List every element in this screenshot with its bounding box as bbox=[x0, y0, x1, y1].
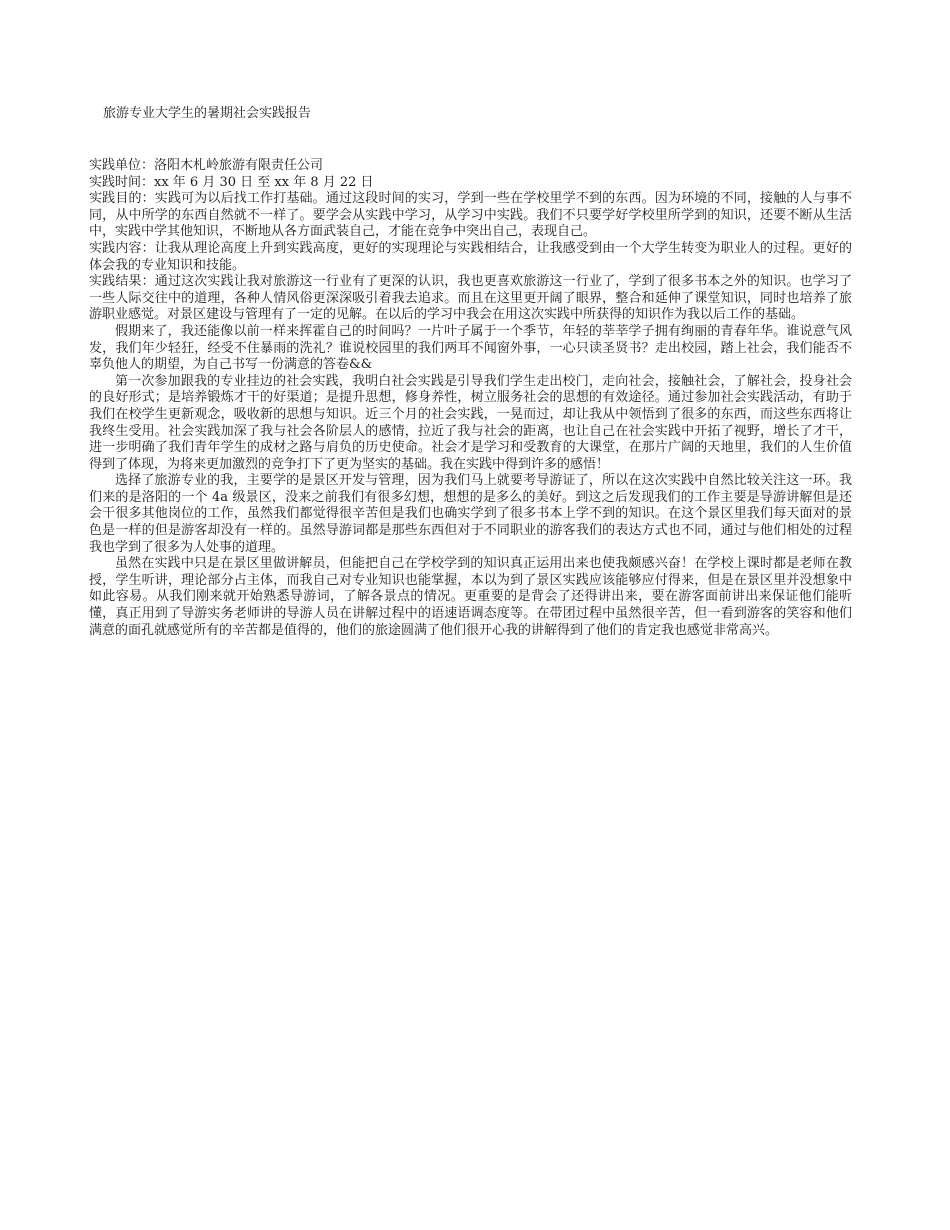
document-body bbox=[89, 106, 852, 639]
practice-unit: 实践单位：洛阳木札岭旅游有限责任公司 bbox=[89, 158, 324, 173]
body-paragraph: 虽然在实践中只是在景区里做讲解员，但能把自己在学校学到的知识真正运用出来也使我颇感兴奋！在学校上课时都是老师在教授，学生听讲，理论部分占主体，而我自己对专业知识也能掌握，本以为到了景区实践应该能够应付得来，但是在景区里并没想象中如此容易。从我们刚来就开始熟悉导游词，了解各景点的情况。更重要的是背会了还得讲出来，要在游客面前讲出来保证他们能听懂，真正用到了导游实务老师讲的导游人员在讲解过程中的语速语调态度等。在带团过程中虽然很辛苦，但一看到游客的笑容和他们满意的面孔就感觉所有的辛苦都是值得的，他们的旅途圆满了他们很开心我的讲解得到了他们的肯定我也感觉非常高兴。 bbox=[89, 556, 852, 638]
practice-result: 实践结果：通过这次实践让我对旅游这一行业有了更深的认识，我也更喜欢旅游这一行业了，学到了很多书本之外的知识。也学习了一些人际交往中的道理，各种人情风俗更深深吸引着我去追求。而且在这里更开阔了眼界，整合和延伸了课堂知识，同时也培养了旅游职业感觉。对景区建设与管理有了一定的见解。在以后的学习中我会在用这次实践中所获得的知识作为我以后工作的基础。 bbox=[89, 274, 852, 323]
body-paragraph: 第一次参加跟我的专业挂边的社会实践，我明白社会实践是引导我们学生走出校门，走向社会，接触社会，了解社会，投身社会的良好形式；是培养锻炼才干的好渠道；是提升思想，修身养性，树立服务社会的思想的有效途径。通过参加社会实践活动，有助于我们在校学生更新观念，吸收新的思想与知识。近三个月的社会实践，一晃而过，却让我从中领悟到了很多的东西，而这些东西将让我终生受用。社会实践加深了我与社会各阶层人的感情，拉近了我与社会的距离，也让自己在社会实践中开拓了视野，增长了才干，进一步明确了我们青年学生的成材之路与肩负的历史使命。社会才是学习和受教育的大课堂，在那片广阔的天地里，我们的人生价值得到了体现，为将来更加激烈的竞争打下了更为坚实的基础。我在实践中得到许多的感悟！ bbox=[89, 373, 852, 472]
practice-purpose: 实践目的：实践可为以后找工作打基础。通过这段时间的实习，学到一些在学校里学不到的东西。因为环境的不同，接触的人与事不同，从中所学的东西自然就不一样了。要学会从实践中学习，从学习中实践。我们不只要学好学校里所学到的知识，还要不断从生活中，实践中学其他知识，不断地从各方面武装自己，才能在竞争中突出自己，表现自己。 bbox=[89, 191, 852, 240]
body-paragraph: 假期来了，我还能像以前一样来挥霍自己的时间吗？一片叶子属于一个季节，年轻的莘莘学子拥有绚丽的青春年华。谁说意气风发，我们年少轻狂，经受不住暴雨的洗礼？谁说校园里的我们两耳不闻窗外事，一心只读圣贤书？走出校园，踏上社会，我们能否不辜负他人的期望，为自己书写一份满意的答卷&& bbox=[89, 323, 852, 373]
body-paragraph: 选择了旅游专业的我，主要学的是景区开发与管理，因为我们马上就要考导游证了，所以在这次实践中自然比较关注这一环。我们来的是洛阳的一个 4a 级景区，没来之前我们有很多幻想，想想的是多么的美好。到这之后发现我们的工作主要是导游讲解但是还会干很多其他岗位的工作，虽然我们都觉得很辛苦但是我们也确实学到了很多书本上学不到的知识。在这个景区里我们每天面对的景色是一样的但是游客却没有一样的。虽然导游词都是那些东西但对于不同职业的游客我们的表达方式也不同，通过与他们相处的过程我也学到了很多为人处事的道理。 bbox=[89, 473, 852, 555]
document-title: 旅游专业大学生的暑期社会实践报告 bbox=[103, 106, 312, 121]
practice-time: 实践时间：xx 年 6 月 30 日 至 xx 年 8 月 22 日 bbox=[89, 174, 374, 190]
practice-content: 实践内容：让我从理论高度上升到实践高度，更好的实现理论与实践相结合，让我感受到由一个大学生转变为职业人的过程。更好的体会我的专业知识和技能。 bbox=[89, 240, 852, 273]
